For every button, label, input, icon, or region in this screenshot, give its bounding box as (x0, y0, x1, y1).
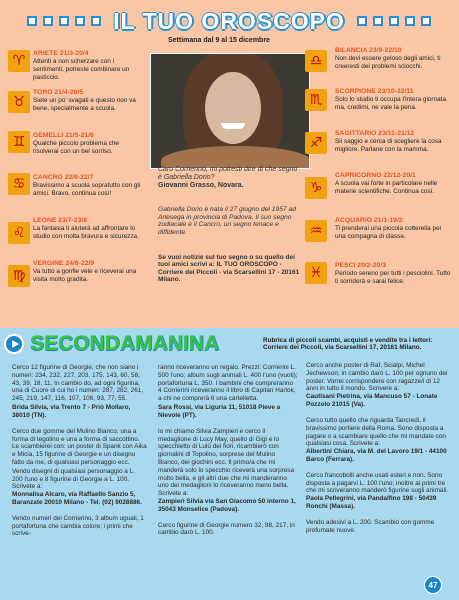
letter-answer: Gabriella Dorio è nata il 27 giugno del 1957 ad Arlesega in provincia di Padova. Il suo segno zodiacale è il Cancro, un segno tenace e diffidente. (158, 206, 296, 236)
sign-virgo: VERGINE 24/8-22/9 Va tutto a gonfie vele e riceverai una visita molto gradita. (33, 260, 137, 284)
page-title: IL TUO OROSCOPO (113, 7, 345, 34)
decor-square-icon (405, 16, 415, 26)
week-label: Settimana dal 9 al 15 dicembre (168, 37, 270, 44)
column-1: Cerco 12 figurine di Georgie, che non siano i numeri: 234, 232, 227, 203, 175, 143, 60, 58, 43, 39, 18, 11. In cambio do, ad ogni figurina, una di Cuore di cui ho i numeri: 287, 282, 261, 245, 219, 147, 116, 107, 106, 93, 77, 55. Brida Silvia, via Trento 7 - Priò Mollaro, 38010 (TN). Cerco due gomme del Mulino Bianco, una a forma di tegolino e una a forma di saccottino. Le scambierei con: un poster di Spank con Aika e Micia, 15 figurine di Georgie e un disegno fatto da me, di qualsiasi personaggio ecc. Vendo disegni di qualsiasi personaggio a L. 200 l'uno e 8 figurine di Georgie a L. 100. Scrivete a: Monnalisa Alcaro, via Raffaello Sanzio 5, Baranzate 20010 Milano - Tel. (02) 9028886. Vendo numeri del Corrierino, 3 album uguali, 1 portafortuna che cambia colore; i primi che scrive- (12, 364, 147, 538)
capricorn-icon: ♑ (305, 177, 327, 199)
leo-icon: ♌ (8, 222, 30, 244)
taurus-icon: ♉ (8, 91, 30, 113)
horoscope-contact: Se vuoi notizie sul tuo segno o su quello dei tuoi amici scrivi a: IL TUO OROSCOPO - Corriere dei Piccoli - via Scarsellini 17 - 20161 Milano. (158, 254, 300, 284)
sign-sagittarius: SAGITTARIO 23/11-21/12 Sii saggio e cerca di scegliere la cosa migliore. Parlane con la mamma. (335, 130, 442, 154)
libra-icon: ♎ (305, 50, 327, 72)
decor-square-icon (43, 16, 53, 26)
decor-square-icon (389, 16, 399, 26)
section-header (4, 333, 259, 355)
decor-square-icon (373, 16, 383, 26)
section-title: SECONDAMANINA (30, 332, 219, 355)
sagittarius-icon: ♐ (305, 132, 327, 154)
letter-question: Caro Corrierino, mi potresti dire di che segno è Gabriella Dorio? Giovanni Grasso, Novara. (158, 166, 298, 189)
play-icon (4, 334, 24, 354)
sign-gemini: GEMELLI 21/5-21/6 Qualche piccolo problema che risolverai con un bel sorriso. (33, 132, 119, 156)
sign-taurus: TORO 21/4-20/5 Siete un po' svagati e questo non va bene, specialmente a scuola. (33, 89, 136, 113)
aquarius-icon: ♒ (305, 220, 327, 242)
aries-icon: ♈ (8, 50, 30, 72)
decor-square-icon (59, 16, 69, 26)
pisces-icon: ♓ (305, 262, 327, 284)
decor-square-icon (357, 16, 367, 26)
cancer-icon: ♋ (8, 173, 30, 195)
virgo-icon: ♍ (8, 265, 30, 287)
column-3: Cerco anche poster di Raf, Scialpi, Michel Jechewson; in cambio darò L. 100 per ognuno dei poster. Vorrei corrispondere con ragazze/i di 12 anni in tutto il mondo. Scrivere a: Cautisani Pietrina, via Mancuso 57 - Lonate Pozzolo 21015 (Va). Cerco tutto quello che riguarda Tancredi, il bravissimo portiere della Roma. Sono disposta a pagare o a scambiare quello che mi mandate con qualsiasi cosa. Scrivete a: Albertini Chiara, via M. del Lavoro 19/1 - 44100 Barco (Ferrara). Cerco francobolli anche usati esteri e non. Sono disposta a pagarvi L. 100 l'uno; inoltre ai primi tre che mi scriveranno manderò figurine sugli animali. Paola Pellegrini, via Pandalfino 198 - 50439 Ronchi (Massa). Vendo adesivi a L. 200. Scambio con gomme profumate nuove. (306, 362, 449, 534)
page-number: 47 (424, 576, 442, 594)
sign-capricorn: CAPRICORNO 22/12-20/1 A scuola vai forte in particolare nelle materie scientifiche. Continua così. (335, 172, 438, 196)
decor-square-icon (27, 16, 37, 26)
decor-square-icon (75, 16, 85, 26)
scorpio-icon: ♏ (305, 89, 327, 111)
sign-leo: LEONE 23/7-23/8 La fantasia ti aiuterà ad affrontare lo studio con molta bravura e sicurezza. (33, 217, 139, 241)
sign-pisces: PESCI 20/2-20/3 Periodo sereno per tutti i pesciolini. Tutto ti sorriderà e sarai felice. (335, 262, 451, 286)
sign-aquarius: ACQUARIO 21/1-19/2 Ti prenderai una piccola cotterella per una compagna di classe. (335, 217, 442, 241)
horoscope-header (5, 6, 453, 36)
gemini-icon: ♊ (8, 131, 30, 153)
portrait-photo (150, 53, 310, 169)
decor-square-icon (91, 16, 101, 26)
sign-aries: ARIETE 21/3-20/4 Attenti a non scherzare con i sentimenti, potreste combinare un pasticcio. (33, 50, 130, 81)
decor-square-icon (421, 16, 431, 26)
sign-scorpio: SCORPIONE 23/10-22/11 Solo lo studio ti occupa l'intera giornata ma, credimi, ne vale la pena. (335, 88, 446, 112)
section-rubric: Rubrica di piccoli scambi, acquisti e vendite tra i lettori: Corriere dei Piccoli, via Scarsellini 17, 20161 Milano. (263, 337, 433, 352)
sign-libra: BILANCIA 23/9-22/10 Non devi essere geloso degli amici, ti creeresti dei problemi sciocchi. (335, 47, 441, 71)
sign-cancer: CANCRO 22/6-22/7 Bravissimo a scuola sopratutto con gli amici. Bravo, continua così! (33, 174, 141, 198)
column-2: ranno riceveranno un regalo. Prezzi: Corrierini L. 500 l'uno; album sugli animali L. 400 l'uno (vuoti); portafortuna L. 350. I bambini che compreranno 4 Corrierini riceveranno il libro di Capitan Harlok, a chi ne comprerà 6 una cartelletta. Sara Rossi, via Liguria 11, 51018 Pieve a Nievole (PT). Io mi chiamo Silvia Zampieri e cerco il medaglione di Lucy May, quello di Gigi e lo specchietto di Lulù dei fiori, ricambierò con giornalini di Topolino, sorprese del Mulino Bianco, dei giochini ecc. Il primo/a che mi manderà solo lo specchio riceverà una sorpresa molto bella, e gli altri due che mi manderanno uno dei medaglioni lo riceveranno meno bella. Scrivete a: Zampieri Silvia via San Giacomo 50 interno 1, 35043 Monselice (Padova). Cerco figurine di Georgie numero 32, 98, 217, in cambio darò L. 100. (158, 364, 298, 537)
